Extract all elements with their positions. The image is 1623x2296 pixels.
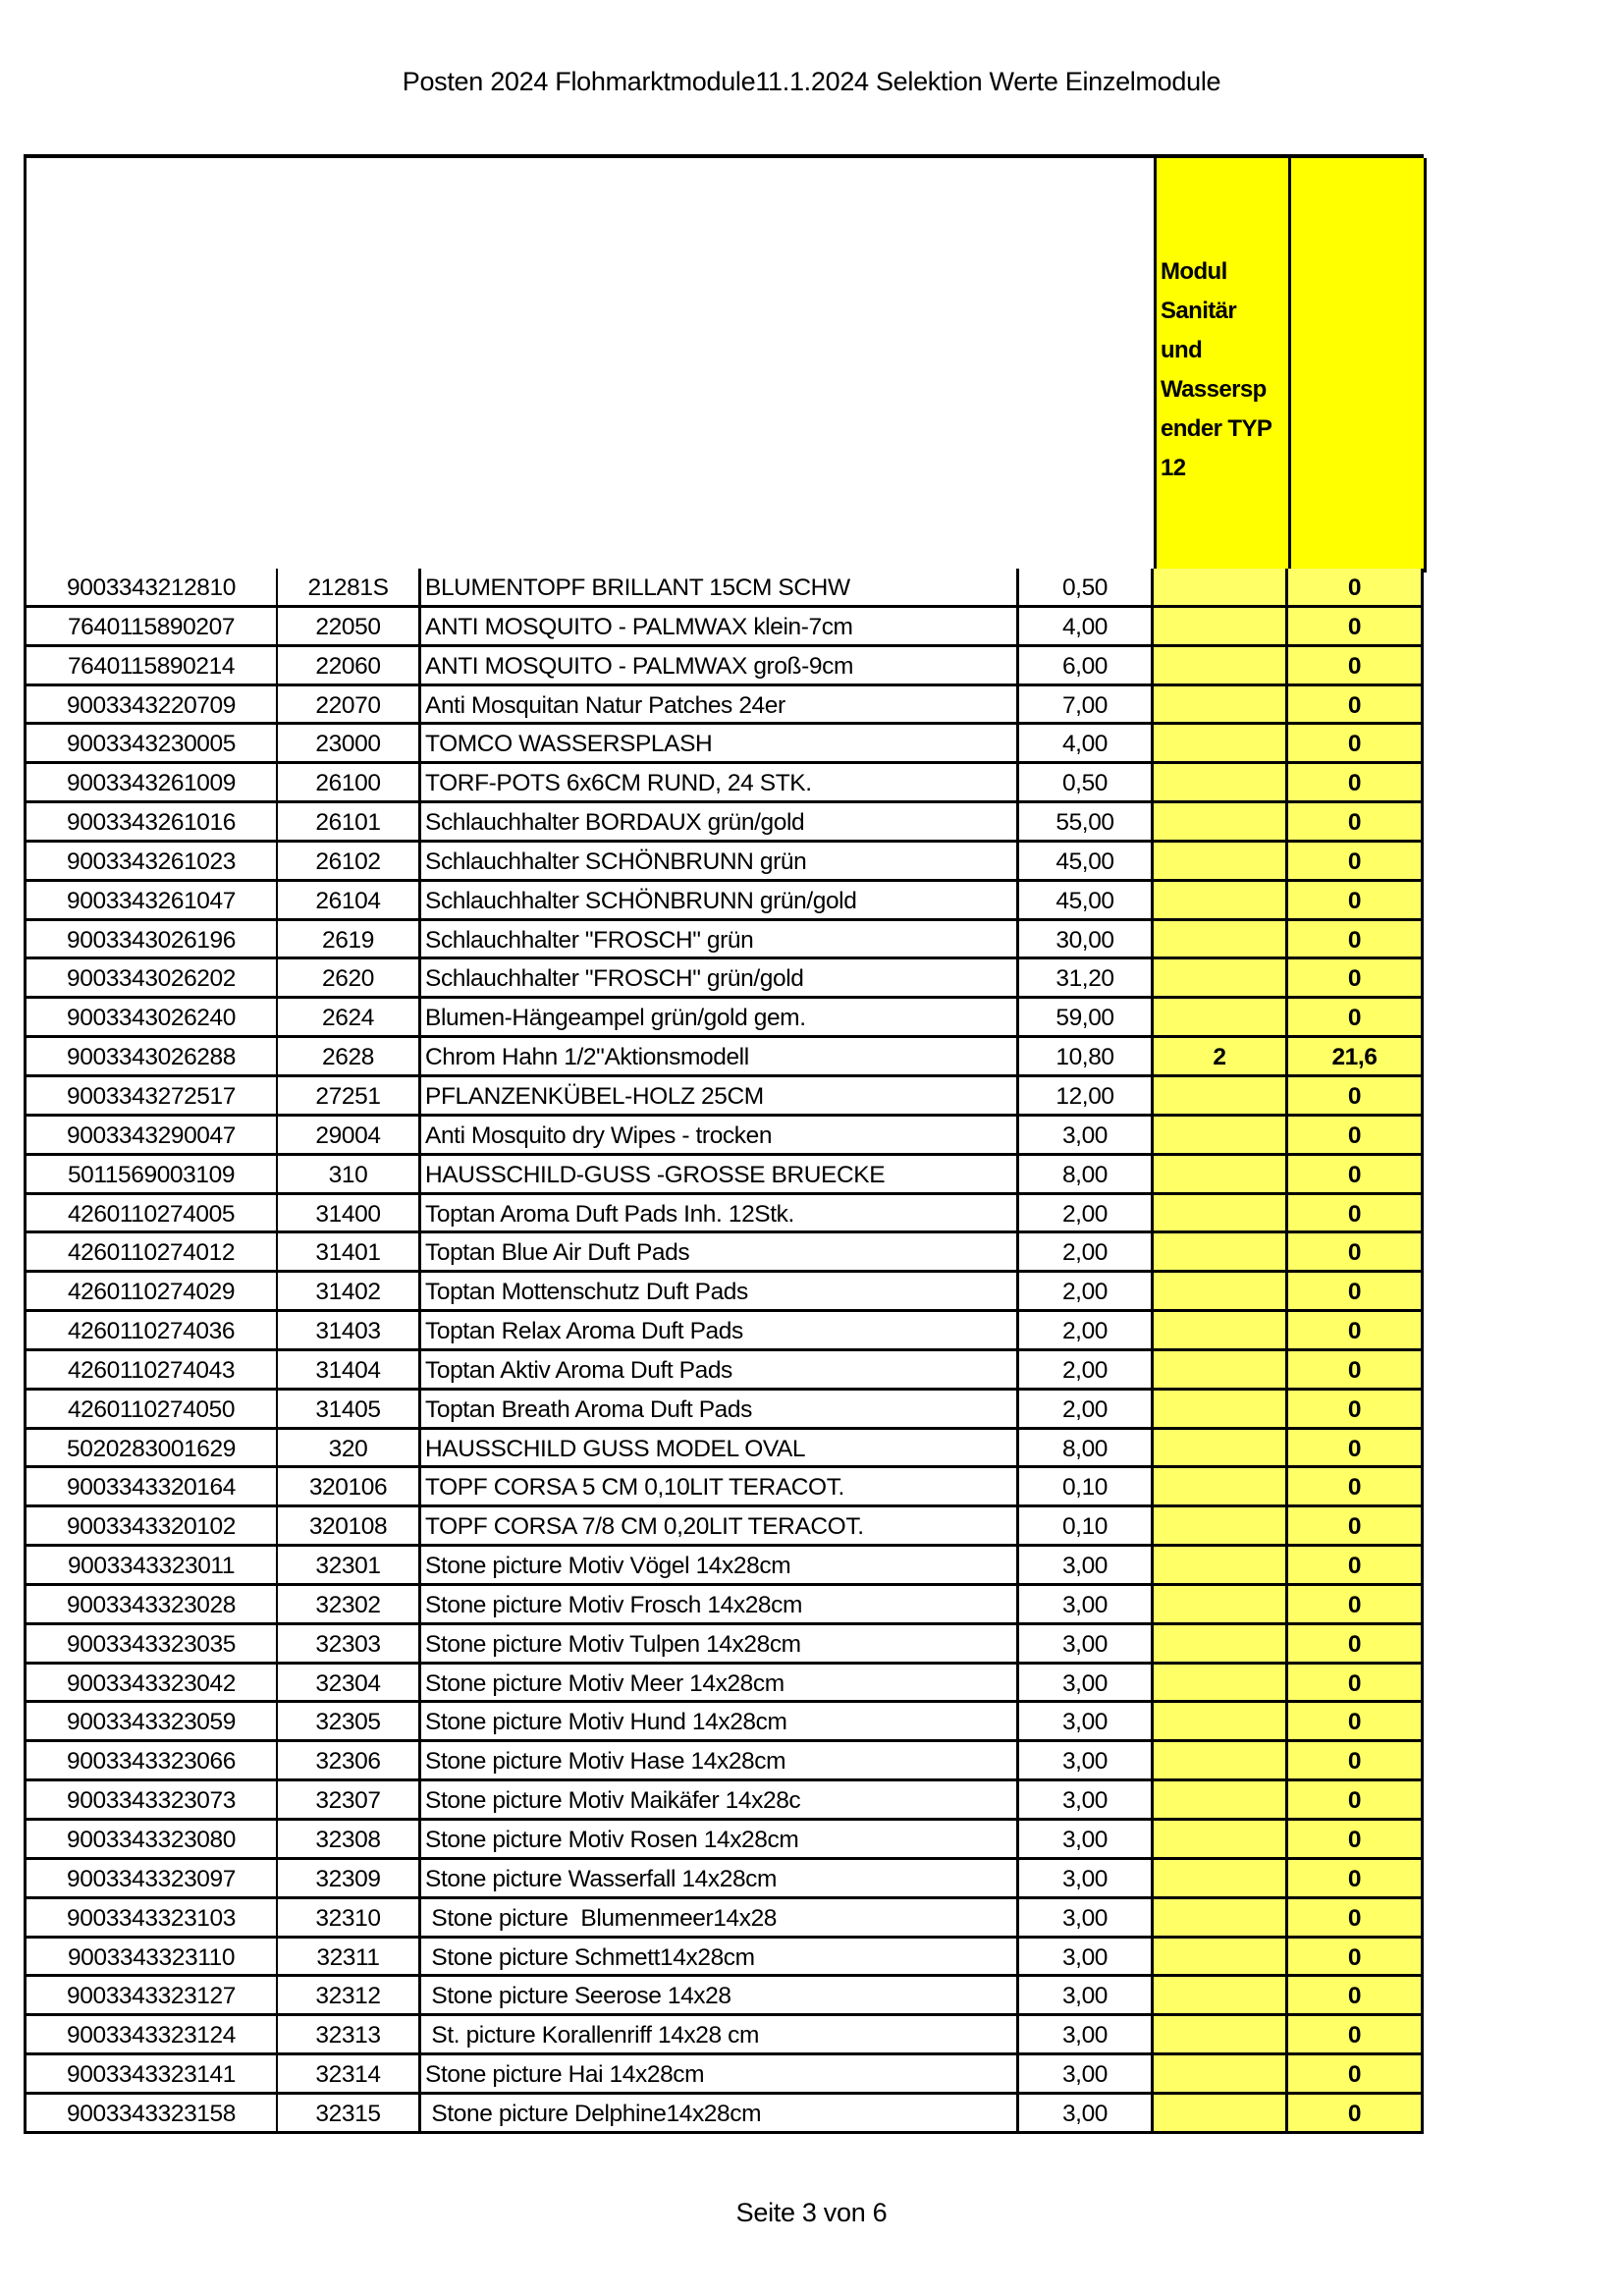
table-row [24, 1273, 1424, 1312]
table-row [24, 1156, 1424, 1195]
value-cell: 0 [1288, 2055, 1424, 2095]
article-number-cell: 32312 [278, 1977, 421, 2016]
article-number-cell: 32302 [278, 1586, 421, 1625]
ean-cell: 5020283001629 [24, 1430, 278, 1469]
quantity-cell [1151, 1391, 1288, 1430]
article-number-cell: 32315 [278, 2095, 421, 2134]
value-cell: 0 [1288, 1312, 1424, 1351]
table-row [24, 1939, 1424, 1978]
value-cell: 0 [1288, 1860, 1424, 1899]
article-number-cell: 32308 [278, 1821, 421, 1860]
price-cell: 55,00 [1019, 803, 1151, 843]
value-cell: 0 [1288, 1899, 1424, 1939]
ean-cell: 9003343323110 [24, 1939, 278, 1978]
value-cell: 0 [1288, 1977, 1424, 2016]
ean-cell: 9003343261009 [24, 764, 278, 803]
ean-cell: 4260110274029 [24, 1273, 278, 1312]
quantity-cell [1151, 725, 1288, 764]
value-cell: 0 [1288, 921, 1424, 960]
price-cell: 45,00 [1019, 843, 1151, 882]
value-cell: 0 [1288, 1507, 1424, 1547]
price-cell: 2,00 [1019, 1351, 1151, 1391]
price-cell: 3,00 [1019, 2016, 1151, 2055]
price-cell: 3,00 [1019, 1821, 1151, 1860]
quantity-cell [1151, 2016, 1288, 2055]
quantity-cell [1151, 569, 1288, 608]
quantity-cell [1151, 1821, 1288, 1860]
article-number-cell: 21281S [278, 569, 421, 608]
description-cell: Stone picture Seerose 14x28 [421, 1977, 1019, 2016]
article-number-cell: 31405 [278, 1391, 421, 1430]
article-number-cell: 32311 [278, 1939, 421, 1978]
value-cell: 0 [1288, 1117, 1424, 1156]
table-row [24, 569, 1424, 608]
price-cell: 31,20 [1019, 959, 1151, 999]
table-row [24, 1703, 1424, 1742]
quantity-cell [1151, 999, 1288, 1038]
description-cell: Stone picture Motiv Vögel 14x28cm [421, 1547, 1019, 1586]
table-row [24, 1860, 1424, 1899]
description-cell: Toptan Breath Aroma Duft Pads [421, 1391, 1019, 1430]
value-cell: 0 [1288, 1468, 1424, 1507]
price-cell: 3,00 [1019, 1939, 1151, 1978]
quantity-cell [1151, 1117, 1288, 1156]
value-cell: 0 [1288, 1273, 1424, 1312]
price-cell: 2,00 [1019, 1312, 1151, 1351]
table-row [24, 725, 1424, 764]
quantity-cell [1151, 1703, 1288, 1742]
price-cell: 0,50 [1019, 569, 1151, 608]
price-cell: 3,00 [1019, 1977, 1151, 2016]
description-cell: St. picture Korallenriff 14x28 cm [421, 2016, 1019, 2055]
header-module-column [1154, 158, 1291, 573]
quantity-cell [1151, 764, 1288, 803]
quantity-cell [1151, 647, 1288, 686]
value-cell: 0 [1288, 1742, 1424, 1781]
ean-cell: 9003343323035 [24, 1625, 278, 1665]
description-cell: Stone picture Wasserfall 14x28cm [421, 1860, 1019, 1899]
article-number-cell: 320 [278, 1430, 421, 1469]
article-number-cell: 22070 [278, 686, 421, 726]
article-number-cell: 32309 [278, 1860, 421, 1899]
article-number-cell: 31401 [278, 1233, 421, 1273]
description-cell: TOMCO WASSERSPLASH [421, 725, 1019, 764]
page-title: Posten 2024 Flohmarktmodule11.1.2024 Selektion Werte Einzelmodule [402, 67, 1221, 96]
article-number-cell: 320108 [278, 1507, 421, 1547]
table-row [24, 1625, 1424, 1665]
price-cell: 3,00 [1019, 1586, 1151, 1625]
article-number-cell: 22050 [278, 608, 421, 647]
table-row [24, 1665, 1424, 1704]
ean-cell: 7640115890207 [24, 608, 278, 647]
ean-cell: 9003343230005 [24, 725, 278, 764]
value-cell: 0 [1288, 608, 1424, 647]
value-cell: 0 [1288, 843, 1424, 882]
ean-cell: 9003343323097 [24, 1860, 278, 1899]
quantity-cell [1151, 2095, 1288, 2134]
price-cell: 59,00 [1019, 999, 1151, 1038]
value-cell: 0 [1288, 1195, 1424, 1234]
price-cell: 4,00 [1019, 725, 1151, 764]
price-cell: 8,00 [1019, 1156, 1151, 1195]
price-cell: 3,00 [1019, 2055, 1151, 2095]
description-cell: BLUMENTOPF BRILLANT 15CM SCHW [421, 569, 1019, 608]
description-cell: TOPF CORSA 7/8 CM 0,20LIT TERACOT. [421, 1507, 1019, 1547]
description-cell: ANTI MOSQUITO - PALMWAX groß-9cm [421, 647, 1019, 686]
quantity-cell [1151, 686, 1288, 726]
ean-cell: 9003343323066 [24, 1742, 278, 1781]
ean-cell: 9003343323127 [24, 1977, 278, 2016]
price-cell: 8,00 [1019, 1430, 1151, 1469]
table-row [24, 1899, 1424, 1939]
price-cell: 3,00 [1019, 1547, 1151, 1586]
description-cell: Chrom Hahn 1/2"Aktionsmodell [421, 1038, 1019, 1077]
table-row [24, 2055, 1424, 2095]
price-cell: 3,00 [1019, 1625, 1151, 1665]
quantity-cell: 2 [1151, 1038, 1288, 1077]
description-cell: Stone picture Hai 14x28cm [421, 2055, 1019, 2095]
article-number-cell: 2620 [278, 959, 421, 999]
description-cell: Schlauchhalter "FROSCH" grün [421, 921, 1019, 960]
table-row [24, 1038, 1424, 1077]
quantity-cell [1151, 921, 1288, 960]
article-number-cell: 2624 [278, 999, 421, 1038]
quantity-cell [1151, 608, 1288, 647]
page-footer: Seite 3 von 6 [735, 2198, 888, 2227]
module-header-label: Modul Sanitär und Wassersp ender TYP 12 [1161, 258, 1272, 481]
ean-cell: 9003343323059 [24, 1703, 278, 1742]
quantity-cell [1151, 1273, 1288, 1312]
value-cell: 0 [1288, 1665, 1424, 1704]
table-header [24, 154, 1424, 569]
description-cell: Toptan Mottenschutz Duft Pads [421, 1273, 1019, 1312]
value-cell: 0 [1288, 647, 1424, 686]
table-row [24, 1547, 1424, 1586]
description-cell: Stone picture Motiv Maikäfer 14x28c [421, 1781, 1019, 1821]
value-cell: 0 [1288, 1586, 1424, 1625]
table-row [24, 803, 1424, 843]
article-number-cell: 32303 [278, 1625, 421, 1665]
ean-cell: 9003343272517 [24, 1077, 278, 1117]
article-number-cell: 23000 [278, 725, 421, 764]
quantity-cell [1151, 1195, 1288, 1234]
quantity-cell [1151, 1351, 1288, 1391]
table-row [24, 1742, 1424, 1781]
value-cell: 0 [1288, 725, 1424, 764]
ean-cell: 9003343026202 [24, 959, 278, 999]
table-row [24, 1468, 1424, 1507]
value-cell: 0 [1288, 882, 1424, 921]
description-cell: Stone picture Schmett14x28cm [421, 1939, 1019, 1978]
price-cell: 2,00 [1019, 1391, 1151, 1430]
article-number-cell: 26102 [278, 843, 421, 882]
ean-cell: 4260110274050 [24, 1391, 278, 1430]
value-cell: 0 [1288, 1939, 1424, 1978]
ean-cell: 9003343220709 [24, 686, 278, 726]
table-row [24, 1391, 1424, 1430]
value-cell: 0 [1288, 1547, 1424, 1586]
header-value-column [1291, 158, 1427, 573]
quantity-cell [1151, 843, 1288, 882]
price-cell: 3,00 [1019, 1781, 1151, 1821]
quantity-cell [1151, 2055, 1288, 2095]
quantity-cell [1151, 1077, 1288, 1117]
table-row [24, 882, 1424, 921]
ean-cell: 5011569003109 [24, 1156, 278, 1195]
description-cell: Stone picture Delphine14x28cm [421, 2095, 1019, 2134]
table-row [24, 1117, 1424, 1156]
ean-cell: 4260110274043 [24, 1351, 278, 1391]
value-cell: 0 [1288, 1781, 1424, 1821]
article-number-cell: 26101 [278, 803, 421, 843]
value-cell: 21,6 [1288, 1038, 1424, 1077]
article-number-cell: 29004 [278, 1117, 421, 1156]
article-number-cell: 32305 [278, 1703, 421, 1742]
value-cell: 0 [1288, 1156, 1424, 1195]
value-cell: 0 [1288, 959, 1424, 999]
ean-cell: 9003343323141 [24, 2055, 278, 2095]
quantity-cell [1151, 1781, 1288, 1821]
ean-cell: 9003343323073 [24, 1781, 278, 1821]
quantity-cell [1151, 1547, 1288, 1586]
value-cell: 0 [1288, 569, 1424, 608]
value-cell: 0 [1288, 1430, 1424, 1469]
price-cell: 3,00 [1019, 2095, 1151, 2134]
article-number-cell: 31402 [278, 1273, 421, 1312]
table-row [24, 1312, 1424, 1351]
ean-cell: 4260110274036 [24, 1312, 278, 1351]
value-cell: 0 [1288, 1077, 1424, 1117]
article-number-cell: 32304 [278, 1665, 421, 1704]
value-cell: 0 [1288, 1233, 1424, 1273]
quantity-cell [1151, 1742, 1288, 1781]
description-cell: Anti Mosquito dry Wipes - trocken [421, 1117, 1019, 1156]
price-cell: 0,10 [1019, 1468, 1151, 1507]
price-cell: 2,00 [1019, 1273, 1151, 1312]
article-number-cell: 32306 [278, 1742, 421, 1781]
article-number-cell: 310 [278, 1156, 421, 1195]
price-cell: 2,00 [1019, 1233, 1151, 1273]
table-row [24, 1507, 1424, 1547]
price-cell: 12,00 [1019, 1077, 1151, 1117]
price-cell: 3,00 [1019, 1703, 1151, 1742]
table-row [24, 686, 1424, 726]
article-number-cell: 32314 [278, 2055, 421, 2095]
value-cell: 0 [1288, 2095, 1424, 2134]
ean-cell: 9003343323042 [24, 1665, 278, 1704]
description-cell: Schlauchhalter BORDAUX grün/gold [421, 803, 1019, 843]
price-cell: 30,00 [1019, 921, 1151, 960]
value-cell: 0 [1288, 803, 1424, 843]
article-number-cell: 2628 [278, 1038, 421, 1077]
value-cell: 0 [1288, 764, 1424, 803]
quantity-cell [1151, 1625, 1288, 1665]
ean-cell: 9003343323158 [24, 2095, 278, 2134]
description-cell: Stone picture Blumenmeer14x28 [421, 1899, 1019, 1939]
value-cell: 0 [1288, 1821, 1424, 1860]
ean-cell: 7640115890214 [24, 647, 278, 686]
description-cell: Stone picture Motiv Frosch 14x28cm [421, 1586, 1019, 1625]
ean-cell: 9003343323011 [24, 1547, 278, 1586]
quantity-cell [1151, 1860, 1288, 1899]
description-cell: ANTI MOSQUITO - PALMWAX klein-7cm [421, 608, 1019, 647]
description-cell: Toptan Aroma Duft Pads Inh. 12Stk. [421, 1195, 1019, 1234]
article-number-cell: 32310 [278, 1899, 421, 1939]
ean-cell: 9003343320164 [24, 1468, 278, 1507]
price-cell: 0,50 [1019, 764, 1151, 803]
price-cell: 45,00 [1019, 882, 1151, 921]
price-cell: 3,00 [1019, 1742, 1151, 1781]
description-cell: Stone picture Motiv Hund 14x28cm [421, 1703, 1019, 1742]
article-number-cell: 26100 [278, 764, 421, 803]
description-cell: Schlauchhalter SCHÖNBRUNN grün [421, 843, 1019, 882]
ean-cell: 9003343026288 [24, 1038, 278, 1077]
description-cell: HAUSSCHILD-GUSS -GROSSE BRUECKE [421, 1156, 1019, 1195]
price-cell: 3,00 [1019, 1665, 1151, 1704]
quantity-cell [1151, 1156, 1288, 1195]
quantity-cell [1151, 1939, 1288, 1978]
article-number-cell: 2619 [278, 921, 421, 960]
description-cell: Toptan Aktiv Aroma Duft Pads [421, 1351, 1019, 1391]
description-cell: Stone picture Motiv Rosen 14x28cm [421, 1821, 1019, 1860]
table-row [24, 1430, 1424, 1469]
price-cell: 10,80 [1019, 1038, 1151, 1077]
table-row [24, 2016, 1424, 2055]
quantity-cell [1151, 882, 1288, 921]
ean-cell: 9003343320102 [24, 1507, 278, 1547]
table-row [24, 1195, 1424, 1234]
value-cell: 0 [1288, 1625, 1424, 1665]
ean-cell: 9003343261047 [24, 882, 278, 921]
quantity-cell [1151, 1312, 1288, 1351]
value-cell: 0 [1288, 1351, 1424, 1391]
table-row [24, 1351, 1424, 1391]
value-cell: 0 [1288, 999, 1424, 1038]
table-row [24, 959, 1424, 999]
article-number-cell: 26104 [278, 882, 421, 921]
description-cell: Stone picture Motiv Meer 14x28cm [421, 1665, 1019, 1704]
price-cell: 2,00 [1019, 1195, 1151, 1234]
article-number-cell: 31404 [278, 1351, 421, 1391]
price-cell: 3,00 [1019, 1860, 1151, 1899]
description-cell: Schlauchhalter "FROSCH" grün/gold [421, 959, 1019, 999]
table-row [24, 647, 1424, 686]
quantity-cell [1151, 959, 1288, 999]
description-cell: Stone picture Motiv Tulpen 14x28cm [421, 1625, 1019, 1665]
description-cell: TORF-POTS 6x6CM RUND, 24 STK. [421, 764, 1019, 803]
quantity-cell [1151, 1430, 1288, 1469]
value-cell: 0 [1288, 1703, 1424, 1742]
description-cell: Toptan Relax Aroma Duft Pads [421, 1312, 1019, 1351]
ean-cell: 9003343323124 [24, 2016, 278, 2055]
quantity-cell [1151, 803, 1288, 843]
ean-cell: 9003343212810 [24, 569, 278, 608]
price-cell: 6,00 [1019, 647, 1151, 686]
value-cell: 0 [1288, 2016, 1424, 2055]
table-row [24, 608, 1424, 647]
description-cell: Anti Mosquitan Natur Patches 24er [421, 686, 1019, 726]
price-cell: 3,00 [1019, 1117, 1151, 1156]
ean-cell: 4260110274012 [24, 1233, 278, 1273]
article-number-cell: 27251 [278, 1077, 421, 1117]
table-row [24, 1586, 1424, 1625]
ean-cell: 9003343026240 [24, 999, 278, 1038]
quantity-cell [1151, 1977, 1288, 2016]
table-row [24, 1781, 1424, 1821]
description-cell: Stone picture Motiv Hase 14x28cm [421, 1742, 1019, 1781]
ean-cell: 4260110274005 [24, 1195, 278, 1234]
quantity-cell [1151, 1507, 1288, 1547]
ean-cell: 9003343026196 [24, 921, 278, 960]
quantity-cell [1151, 1586, 1288, 1625]
price-cell: 4,00 [1019, 608, 1151, 647]
quantity-cell [1151, 1899, 1288, 1939]
quantity-cell [1151, 1665, 1288, 1704]
table-row [24, 999, 1424, 1038]
ean-cell: 9003343323103 [24, 1899, 278, 1939]
price-cell: 7,00 [1019, 686, 1151, 726]
article-number-cell: 22060 [278, 647, 421, 686]
table-row [24, 843, 1424, 882]
table-row [24, 764, 1424, 803]
article-number-cell: 31403 [278, 1312, 421, 1351]
article-number-cell: 32301 [278, 1547, 421, 1586]
description-cell: Blumen-Hängeampel grün/gold gem. [421, 999, 1019, 1038]
description-cell: Schlauchhalter SCHÖNBRUNN grün/gold [421, 882, 1019, 921]
table-row [24, 921, 1424, 960]
description-cell: HAUSSCHILD GUSS MODEL OVAL [421, 1430, 1019, 1469]
description-cell: TOPF CORSA 5 CM 0,10LIT TERACOT. [421, 1468, 1019, 1507]
article-number-cell: 31400 [278, 1195, 421, 1234]
ean-cell: 9003343261023 [24, 843, 278, 882]
ean-cell: 9003343261016 [24, 803, 278, 843]
quantity-cell [1151, 1468, 1288, 1507]
description-cell: PFLANZENKÜBEL-HOLZ 25CM [421, 1077, 1019, 1117]
table-row [24, 1077, 1424, 1117]
price-cell: 3,00 [1019, 1899, 1151, 1939]
value-cell: 0 [1288, 1391, 1424, 1430]
table-row [24, 1821, 1424, 1860]
ean-cell: 9003343323080 [24, 1821, 278, 1860]
description-cell: Toptan Blue Air Duft Pads [421, 1233, 1019, 1273]
article-number-cell: 32313 [278, 2016, 421, 2055]
article-number-cell: 320106 [278, 1468, 421, 1507]
ean-cell: 9003343323028 [24, 1586, 278, 1625]
table-row [24, 1977, 1424, 2016]
price-cell: 0,10 [1019, 1507, 1151, 1547]
table-row [24, 1233, 1424, 1273]
quantity-cell [1151, 1233, 1288, 1273]
ean-cell: 9003343290047 [24, 1117, 278, 1156]
article-number-cell: 32307 [278, 1781, 421, 1821]
data-table [24, 154, 1424, 2134]
value-cell: 0 [1288, 686, 1424, 726]
table-row [24, 2095, 1424, 2134]
table-body [24, 569, 1424, 2134]
